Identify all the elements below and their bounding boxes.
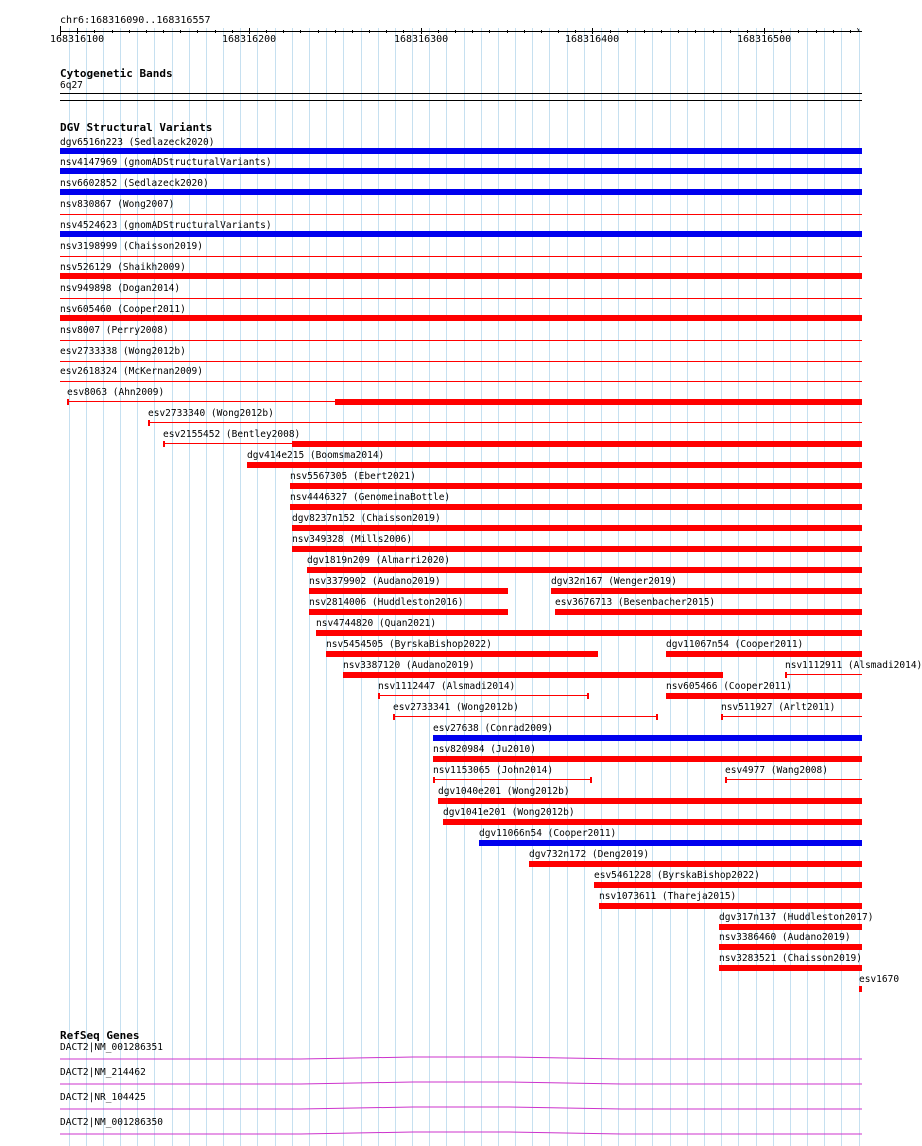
ruler-tick-label: 168316100 (50, 34, 105, 45)
ruler-tick (318, 30, 319, 33)
dgv-variant-label: nsv1112447 (Alsmadi2014) (378, 681, 516, 692)
dgv-variant-label: dgv11067n54 (Cooper2011) (666, 639, 804, 650)
dgv-variant-cap (67, 399, 69, 405)
ruler-tick (833, 30, 834, 33)
ruler-tick-label: 168316500 (737, 34, 792, 45)
refseq-gene-line (60, 1129, 862, 1137)
ruler-tick-label: 168316400 (565, 34, 620, 45)
dgv-variant-label: esv27638 (Conrad2009) (433, 723, 554, 734)
dgv-variant-line (721, 716, 862, 717)
dgv-variant-label: nsv3283521 (Chaisson2019) (719, 953, 862, 964)
dgv-track-label: nsv6602852 (Sedlazeck2020) (60, 178, 209, 189)
dgv-variant-label: nsv1073611 (Thareja2015) (599, 891, 737, 902)
dgv-track-label: nsv830867 (Wong2007) (60, 199, 175, 210)
ruler-tick (627, 30, 628, 33)
dgv-track-line (60, 340, 862, 341)
ruler-tick (489, 30, 490, 33)
dgv-variant-line (433, 779, 592, 780)
dgv-variant-label: dgv317n137 (Huddleston2017) (719, 912, 874, 923)
dgv-variant-label: esv2155452 (Bentley2008) (163, 429, 301, 440)
dgv-variant-label: nsv3387120 (Audano2019) (343, 660, 475, 671)
dgv-variant-label: nsv5567305 (Ebert2021) (290, 471, 416, 482)
cytoband-label: 6q27 (60, 80, 83, 91)
dgv-variant-label: dgv414e215 (Boomsma2014) (247, 450, 385, 461)
ruler-tick (215, 30, 216, 33)
cytoband-line-top (60, 93, 862, 94)
dgv-variant-cap (163, 441, 165, 447)
refseq-gene-label: DACT2|NM_001286351 (60, 1042, 163, 1053)
ruler-tick (455, 30, 456, 33)
dgv-variant-bar (666, 651, 862, 657)
dgv-variant-label: esv8063 (Ahn2009) (67, 387, 165, 398)
dgv-variant-bar (309, 609, 508, 615)
dgv-variant-label: dgv8237n152 (Chaisson2019) (292, 513, 441, 524)
dgv-variant-bar (326, 651, 598, 657)
ruler-tick (146, 30, 147, 33)
refseq-gene-line (60, 1104, 862, 1112)
dgv-variant-bar (479, 840, 862, 846)
ruler-tick (472, 30, 473, 33)
dgv-track-line (60, 381, 862, 382)
dgv-variant-cap (433, 777, 435, 783)
ruler-tick (747, 30, 748, 33)
ruler-tick (112, 30, 113, 33)
ruler-tick-label: 168316200 (222, 34, 277, 45)
dgv-variant-bar (551, 588, 862, 594)
dgv-variant-label: nsv3386460 (Audano2019) (719, 932, 851, 943)
dgv-variant-bar (290, 504, 862, 510)
ruler-tick (558, 30, 559, 33)
dgv-variant-bar (247, 462, 862, 468)
dgv-variant-label: nsv4744820 (Quan2021) (316, 618, 437, 629)
ruler-tick (678, 30, 679, 33)
dgv-variant-bar (307, 567, 862, 573)
ruler-tick (180, 30, 181, 33)
refseq-title: RefSeq Genes (60, 1029, 140, 1042)
dgv-variant-line (393, 716, 658, 717)
refseq-gene-label: DACT2|NM_001286350 (60, 1117, 163, 1128)
cytobands-title: Cytogenetic Bands (60, 67, 173, 80)
ruler-tick (850, 30, 851, 33)
dgv-variant-bar (316, 630, 862, 636)
dgv-track-label: nsv4147969 (gnomADStructuralVariants) (60, 157, 272, 168)
ruler-tick (438, 30, 439, 33)
dgv-variant-bar (719, 944, 862, 950)
dgv-variant-cap (393, 714, 395, 720)
ruler-tick (661, 30, 662, 33)
dgv-variant-label: nsv1112911 (Alsmadi2014) (785, 660, 922, 671)
ruler-tick (575, 30, 576, 33)
dgv-title: DGV Structural Variants (60, 121, 213, 134)
dgv-variant-label: nsv511927 (Arlt2011) (721, 702, 836, 713)
ruler-tick (232, 30, 233, 33)
ruler-tick (541, 30, 542, 33)
dgv-track-label: esv2733338 (Wong2012b) (60, 346, 186, 357)
dgv-track-label: nsv4524623 (gnomADStructuralVariants) (60, 220, 272, 231)
ruler-tick (403, 30, 404, 33)
dgv-variant-cap (721, 714, 723, 720)
ruler-tick (94, 30, 95, 33)
dgv-variant-label: dgv32n167 (Wenger2019) (551, 576, 677, 587)
dgv-variant-bar (443, 819, 862, 825)
dgv-track-line (60, 214, 862, 215)
dgv-variant-bar (594, 882, 862, 888)
dgv-variant-bar (60, 273, 862, 279)
dgv-variant-bar (433, 735, 862, 741)
dgv-variant-bar (859, 986, 862, 992)
dgv-track-line (60, 361, 862, 362)
dgv-variant-bar (60, 168, 862, 174)
dgv-variant-line (378, 695, 589, 696)
dgv-variant-label: esv5461228 (ByrskaBishop2022) (594, 870, 760, 881)
dgv-variant-label: nsv349328 (Mills2006) (292, 534, 413, 545)
dgv-variant-bar (292, 546, 862, 552)
dgv-variant-bar (719, 924, 862, 930)
dgv-track-label: nsv8007 (Perry2008) (60, 325, 169, 336)
dgv-variant-bar (60, 148, 862, 154)
dgv-variant-bar (60, 189, 862, 195)
refseq-gene-label: DACT2|NM_214462 (60, 1067, 146, 1078)
ruler-tick (644, 30, 645, 33)
dgv-variant-bar (433, 756, 862, 762)
dgv-variant-line (785, 674, 862, 675)
ruler-tick (300, 30, 301, 33)
dgv-track-label: dgv6516n223 (Sedlazeck2020) (60, 137, 215, 148)
dgv-variant-label: nsv1153065 (John2014) (433, 765, 554, 776)
dgv-track-line (60, 298, 862, 299)
ruler-tick (730, 30, 731, 33)
dgv-variant-label: dgv11066n54 (Cooper2011) (479, 828, 617, 839)
dgv-variant-bar (60, 315, 862, 321)
ruler-tick (369, 30, 370, 33)
dgv-track-label: nsv949898 (Dogan2014) (60, 283, 181, 294)
dgv-variant-bar (290, 483, 862, 489)
dgv-variant-bar (666, 693, 862, 699)
ruler-tick (163, 30, 164, 33)
dgv-variant-bar (343, 672, 723, 678)
dgv-variant-label: esv3676713 (Besenbacher2015) (555, 597, 716, 608)
ruler-tick (524, 30, 525, 33)
dgv-variant-label: dgv1041e201 (Wong2012b) (443, 807, 575, 818)
dgv-variant-label: dgv732n172 (Deng2019) (529, 849, 650, 860)
dgv-variant-bar (292, 441, 862, 447)
refseq-gene-line (60, 1079, 862, 1087)
cytoband-line-bottom (60, 100, 862, 101)
dgv-variant-cap (587, 693, 589, 699)
dgv-variant-bar (60, 231, 862, 237)
ruler-tick (816, 30, 817, 33)
dgv-variant-label: dgv1040e201 (Wong2012b) (438, 786, 570, 797)
ruler-tick (713, 30, 714, 33)
dgv-variant-bar (309, 588, 508, 594)
dgv-variant-label: esv1670 (859, 974, 900, 985)
dgv-variant-cap (656, 714, 658, 720)
ruler-arrow-icon: › (855, 25, 862, 36)
dgv-variant-label: esv4977 (Wang2008) (725, 765, 828, 776)
ruler-tick (335, 30, 336, 33)
dgv-variant-label: esv2733341 (Wong2012b) (393, 702, 519, 713)
ruler-tick (610, 30, 611, 33)
dgv-variant-label: nsv5454505 (ByrskaBishop2022) (326, 639, 492, 650)
refseq-gene-label: DACT2|NR_104425 (60, 1092, 146, 1103)
dgv-variant-cap (785, 672, 787, 678)
dgv-variant-bar (292, 525, 862, 531)
dgv-variant-label: nsv605466 (Cooper2011) (666, 681, 792, 692)
dgv-variant-bar (529, 861, 862, 867)
dgv-variant-bar (438, 798, 862, 804)
dgv-variant-label: dgv1819n209 (Almarri2020) (307, 555, 450, 566)
ruler-tick (129, 30, 130, 33)
dgv-variant-label: nsv2814006 (Huddleston2016) (309, 597, 464, 608)
ruler-tick (197, 30, 198, 33)
ruler-tick (695, 30, 696, 33)
dgv-variant-bar (555, 609, 862, 615)
dgv-variant-line (725, 779, 862, 780)
ruler-tick (798, 30, 799, 33)
ruler-tick-label: 168316300 (394, 34, 449, 45)
dgv-variant-cap (590, 777, 592, 783)
dgv-variant-label: esv2733340 (Wong2012b) (148, 408, 274, 419)
ruler-tick (352, 30, 353, 33)
dgv-track-line (60, 256, 862, 257)
dgv-track-label: nsv605460 (Cooper2011) (60, 304, 186, 315)
dgv-variant-label: nsv3379902 (Audano2019) (309, 576, 441, 587)
dgv-variant-bar (719, 965, 862, 971)
dgv-variant-cap (378, 693, 380, 699)
dgv-variant-cap (725, 777, 727, 783)
ruler-tick (266, 30, 267, 33)
dgv-variant-label: nsv4446327 (GenomeinaBottle) (290, 492, 451, 503)
dgv-variant-line (148, 422, 862, 423)
refseq-gene-line (60, 1054, 862, 1062)
dgv-track-label: nsv526129 (Shaikh2009) (60, 262, 186, 273)
dgv-variant-cap (148, 420, 150, 426)
dgv-variant-label: nsv820984 (Ju2010) (433, 744, 536, 755)
dgv-variant-bar (335, 399, 862, 405)
ruler-region: chr6:168316090..168316557 (60, 15, 211, 26)
dgv-track-label: esv2618324 (McKernan2009) (60, 366, 203, 377)
ruler-tick (507, 30, 508, 33)
dgv-track-label: nsv3198999 (Chaisson2019) (60, 241, 203, 252)
ruler-tick (781, 30, 782, 33)
ruler-tick (386, 30, 387, 33)
ruler-tick (283, 30, 284, 33)
dgv-variant-bar (599, 903, 862, 909)
